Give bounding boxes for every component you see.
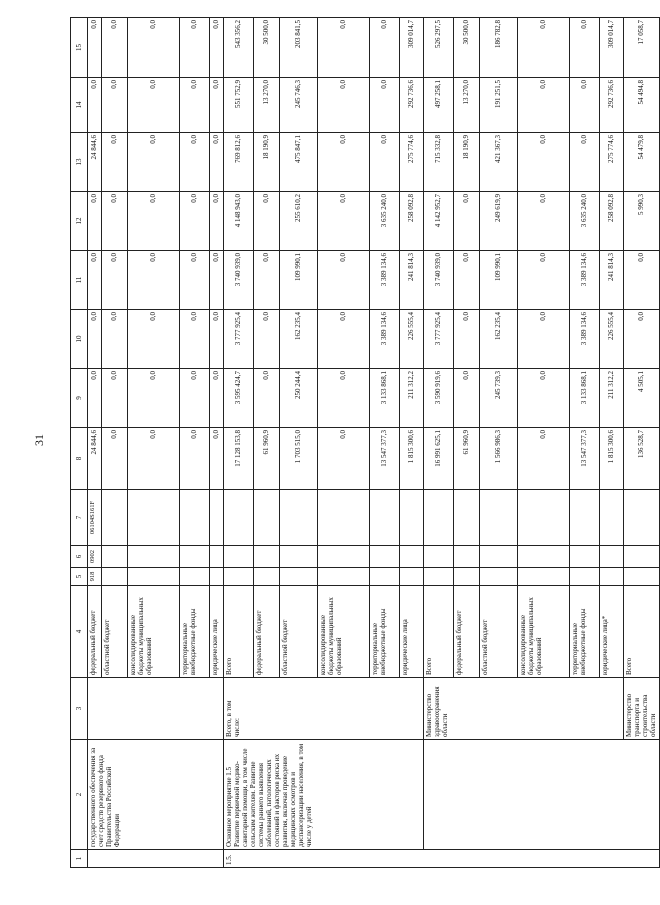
value-cell: 0,0 bbox=[180, 78, 210, 133]
value-cell: 769 812,6 bbox=[224, 133, 254, 192]
value-cell: 0,0 bbox=[88, 18, 102, 78]
empty-cell bbox=[128, 546, 180, 568]
empty-cell bbox=[600, 490, 624, 546]
empty-cell bbox=[128, 568, 180, 586]
value-cell: 4 148 943,0 bbox=[224, 192, 254, 251]
value-cell: 3 590 919,6 bbox=[424, 369, 454, 428]
empty-cell bbox=[280, 546, 318, 568]
value-cell: 0,0 bbox=[454, 369, 480, 428]
header-cell: 10 bbox=[71, 310, 88, 369]
value-cell: 245 746,3 bbox=[280, 78, 318, 133]
value-cell: 61 960,9 bbox=[454, 428, 480, 490]
column-number-header bbox=[71, 18, 88, 868]
source-cell: юридические лица* bbox=[600, 586, 624, 678]
activity-name-cont bbox=[424, 740, 660, 850]
value-cell: 30 500,0 bbox=[254, 18, 280, 78]
empty-cell bbox=[224, 568, 254, 586]
source-cell: Всего bbox=[624, 586, 660, 678]
value-cell: 0,0 bbox=[518, 428, 570, 490]
source-cell: территориальные внебюджетные фонды bbox=[570, 586, 600, 678]
source-cell: юридические лица bbox=[400, 586, 424, 678]
value-cell: 54 479,8 bbox=[624, 133, 660, 192]
table-row bbox=[88, 18, 102, 868]
empty-cell bbox=[254, 490, 280, 546]
value-cell: 0,0 bbox=[518, 133, 570, 192]
empty-cell bbox=[480, 568, 518, 586]
value-cell: 0,0 bbox=[318, 251, 370, 310]
value-cell: 0,0 bbox=[102, 369, 128, 428]
empty-cell bbox=[254, 546, 280, 568]
section-code: 0902 bbox=[88, 546, 102, 568]
value-cell: 309 014,7 bbox=[400, 18, 424, 78]
empty-cell bbox=[210, 568, 224, 586]
value-cell: 0,0 bbox=[210, 133, 224, 192]
empty-cell bbox=[454, 490, 480, 546]
empty-cell bbox=[570, 490, 600, 546]
value-cell: 0,0 bbox=[128, 18, 180, 78]
value-cell: 255 610,2 bbox=[280, 192, 318, 251]
value-cell: 0,0 bbox=[254, 251, 280, 310]
value-cell: 0,0 bbox=[370, 18, 400, 78]
source-cell: территориальные внебюджетные фонды bbox=[370, 586, 400, 678]
executor-cell: Всего, в том числе: bbox=[224, 678, 424, 740]
value-cell: 3 389 134,6 bbox=[570, 251, 600, 310]
value-cell: 3 389 134,6 bbox=[370, 251, 400, 310]
value-cell: 258 092,8 bbox=[600, 192, 624, 251]
value-cell: 292 736,6 bbox=[600, 78, 624, 133]
source-cell: областной бюджет bbox=[102, 586, 128, 678]
empty-cell bbox=[318, 546, 370, 568]
value-cell: 0,0 bbox=[180, 18, 210, 78]
header-cell: 3 bbox=[71, 678, 88, 740]
value-cell: 3 595 424,7 bbox=[224, 369, 254, 428]
value-cell: 543 356,2 bbox=[224, 18, 254, 78]
empty-cell bbox=[102, 546, 128, 568]
executor-cell: Министерство транспорта и строительства области bbox=[624, 678, 660, 740]
header-cell: 12 bbox=[71, 192, 88, 251]
value-cell: 0,0 bbox=[210, 369, 224, 428]
header-cell: 6 bbox=[71, 546, 88, 568]
activity-name: государственного обеспечения за счет средств резервного фонда Правительства Российской Федерации bbox=[88, 740, 224, 850]
value-cell: 162 235,4 bbox=[280, 310, 318, 369]
value-cell: 0,0 bbox=[88, 251, 102, 310]
value-cell: 226 555,4 bbox=[600, 310, 624, 369]
value-cell: 3 133 868,1 bbox=[370, 369, 400, 428]
value-cell: 54 494,8 bbox=[624, 78, 660, 133]
value-cell: 0,0 bbox=[180, 251, 210, 310]
empty-cell bbox=[280, 568, 318, 586]
value-cell: 3 389 134,6 bbox=[370, 310, 400, 369]
value-cell: 0,0 bbox=[570, 78, 600, 133]
source-cell: консолидированные бюджеты муниципальных образований bbox=[128, 586, 180, 678]
value-cell: 0,0 bbox=[318, 428, 370, 490]
value-cell: 1 815 300,6 bbox=[400, 428, 424, 490]
empty-cell bbox=[224, 490, 254, 546]
value-cell: 0,0 bbox=[518, 192, 570, 251]
value-cell: 211 312,2 bbox=[400, 369, 424, 428]
empty-cell bbox=[224, 546, 254, 568]
value-cell: 551 752,9 bbox=[224, 78, 254, 133]
page-number: 31 bbox=[32, 434, 46, 446]
value-cell: 30 500,0 bbox=[454, 18, 480, 78]
header-cell: 15 bbox=[71, 18, 88, 78]
empty-cell bbox=[570, 546, 600, 568]
value-cell: 309 014,7 bbox=[600, 18, 624, 78]
value-cell: 0,0 bbox=[128, 428, 180, 490]
empty-cell bbox=[480, 490, 518, 546]
value-cell: 0,0 bbox=[128, 251, 180, 310]
value-cell: 0,0 bbox=[180, 133, 210, 192]
value-cell: 0,0 bbox=[318, 369, 370, 428]
value-cell: 0,0 bbox=[88, 192, 102, 251]
header-cell: 4 bbox=[71, 586, 88, 678]
header-cell: 13 bbox=[71, 133, 88, 192]
source-cell: территориальные внебюджетные фонды bbox=[180, 586, 210, 678]
empty-cell bbox=[624, 568, 660, 586]
source-cell: областной бюджет bbox=[280, 586, 318, 678]
value-cell: 0,0 bbox=[180, 310, 210, 369]
value-cell: 526 297,5 bbox=[424, 18, 454, 78]
value-cell: 0,0 bbox=[318, 18, 370, 78]
value-cell: 24 844,6 bbox=[88, 133, 102, 192]
funding-table bbox=[70, 17, 660, 868]
empty-cell bbox=[624, 546, 660, 568]
value-cell: 241 814,3 bbox=[400, 251, 424, 310]
empty-cell bbox=[424, 568, 454, 586]
table-row bbox=[424, 18, 454, 868]
executor-cell bbox=[88, 678, 224, 740]
value-cell: 13 547 377,3 bbox=[370, 428, 400, 490]
value-cell: 0,0 bbox=[88, 78, 102, 133]
value-cell: 250 244,4 bbox=[280, 369, 318, 428]
value-cell: 16 991 625,1 bbox=[424, 428, 454, 490]
source-cell: консолидированные бюджеты муниципальных образований bbox=[318, 586, 370, 678]
value-cell: 0,0 bbox=[88, 369, 102, 428]
value-cell: 109 990,1 bbox=[280, 251, 318, 310]
value-cell: 3 740 939,0 bbox=[224, 251, 254, 310]
value-cell: 0,0 bbox=[370, 78, 400, 133]
value-cell: 0,0 bbox=[318, 133, 370, 192]
value-cell: 3 635 240,0 bbox=[570, 192, 600, 251]
grbs-code: 918 bbox=[88, 568, 102, 586]
value-cell: 1 566 986,3 bbox=[480, 428, 518, 490]
value-cell: 0,0 bbox=[370, 133, 400, 192]
executor-cell: Министерство здравоохранения области bbox=[424, 678, 624, 740]
value-cell: 0,0 bbox=[180, 192, 210, 251]
value-cell: 226 555,4 bbox=[400, 310, 424, 369]
value-cell: 249 619,9 bbox=[480, 192, 518, 251]
value-cell: 0,0 bbox=[210, 310, 224, 369]
value-cell: 4 142 952,7 bbox=[424, 192, 454, 251]
empty-cell bbox=[210, 546, 224, 568]
empty-cell bbox=[180, 568, 210, 586]
value-cell: 3 133 868,1 bbox=[570, 369, 600, 428]
value-cell: 18 190,9 bbox=[454, 133, 480, 192]
value-cell: 0,0 bbox=[210, 251, 224, 310]
empty-cell bbox=[370, 546, 400, 568]
value-cell: 1 703 515,0 bbox=[280, 428, 318, 490]
empty-cell bbox=[518, 568, 570, 586]
value-cell: 3 635 240,0 bbox=[370, 192, 400, 251]
value-cell: 211 312,2 bbox=[600, 369, 624, 428]
value-cell: 0,0 bbox=[102, 310, 128, 369]
empty-cell bbox=[518, 546, 570, 568]
empty-cell bbox=[454, 546, 480, 568]
value-cell: 0,0 bbox=[518, 18, 570, 78]
empty-cell bbox=[370, 568, 400, 586]
value-cell: 13 547 377,3 bbox=[570, 428, 600, 490]
value-cell: 0,0 bbox=[102, 251, 128, 310]
empty-cell bbox=[600, 546, 624, 568]
value-cell: 0,0 bbox=[102, 192, 128, 251]
header-cell: 5 bbox=[71, 568, 88, 586]
value-cell: 0,0 bbox=[318, 78, 370, 133]
value-cell: 0,0 bbox=[570, 133, 600, 192]
value-cell: 292 736,6 bbox=[400, 78, 424, 133]
value-cell: 275 774,6 bbox=[400, 133, 424, 192]
source-cell: федеральный бюджет bbox=[254, 586, 280, 678]
empty-cell bbox=[102, 568, 128, 586]
empty-cell bbox=[600, 568, 624, 586]
value-cell: 136 528,7 bbox=[624, 428, 660, 490]
empty-cell bbox=[400, 546, 424, 568]
row-number-cell: 1.5. bbox=[224, 850, 660, 868]
value-cell: 13 270,0 bbox=[454, 78, 480, 133]
value-cell: 0,0 bbox=[518, 78, 570, 133]
target-article-code: 06104S161F bbox=[88, 490, 102, 546]
source-cell: Всего bbox=[424, 586, 454, 678]
activity-name: Основное мероприятие 1.5 Развитие первичной медико-санитарной помощи, в том числе сельским жителям. Развитие системы раннего выявления заболеваний, патологических состояний и факторов риска их развития, включая проведение медицинских осмотров и диспансеризации населения, в том числе у детей bbox=[224, 740, 424, 850]
value-cell: 0,0 bbox=[254, 192, 280, 251]
empty-cell bbox=[480, 546, 518, 568]
value-cell: 3 389 134,6 bbox=[570, 310, 600, 369]
value-cell: 0,0 bbox=[128, 192, 180, 251]
value-cell: 0,0 bbox=[128, 369, 180, 428]
value-cell: 24 844,6 bbox=[88, 428, 102, 490]
source-cell: областной бюджет bbox=[480, 586, 518, 678]
header-cell: 2 bbox=[71, 740, 88, 850]
value-cell: 0,0 bbox=[180, 369, 210, 428]
empty-cell bbox=[424, 490, 454, 546]
header-cell: 1 bbox=[71, 850, 88, 868]
source-cell: федеральный бюджет bbox=[454, 586, 480, 678]
table-row bbox=[224, 18, 254, 868]
value-cell: 162 235,4 bbox=[480, 310, 518, 369]
value-cell: 0,0 bbox=[128, 78, 180, 133]
value-cell: 0,0 bbox=[518, 310, 570, 369]
empty-cell bbox=[280, 490, 318, 546]
empty-cell bbox=[318, 568, 370, 586]
source-cell: юридические лица bbox=[210, 586, 224, 678]
value-cell: 0,0 bbox=[624, 310, 660, 369]
value-cell: 61 960,9 bbox=[254, 428, 280, 490]
value-cell: 4 505,1 bbox=[624, 369, 660, 428]
value-cell: 715 332,8 bbox=[424, 133, 454, 192]
value-cell: 186 782,8 bbox=[480, 18, 518, 78]
value-cell: 0,0 bbox=[210, 428, 224, 490]
value-cell: 0,0 bbox=[128, 133, 180, 192]
value-cell: 0,0 bbox=[624, 251, 660, 310]
value-cell: 0,0 bbox=[210, 18, 224, 78]
source-cell: Всего bbox=[224, 586, 254, 678]
value-cell: 0,0 bbox=[454, 310, 480, 369]
header-cell: 8 bbox=[71, 428, 88, 490]
value-cell: 241 814,3 bbox=[600, 251, 624, 310]
value-cell: 3 777 925,4 bbox=[224, 310, 254, 369]
value-cell: 0,0 bbox=[88, 310, 102, 369]
value-cell: 258 092,8 bbox=[400, 192, 424, 251]
value-cell: 13 270,0 bbox=[254, 78, 280, 133]
empty-cell bbox=[318, 490, 370, 546]
value-cell: 18 190,9 bbox=[254, 133, 280, 192]
value-cell: 1 815 300,6 bbox=[600, 428, 624, 490]
value-cell: 475 847,1 bbox=[280, 133, 318, 192]
header-cell: 14 bbox=[71, 78, 88, 133]
value-cell: 421 367,3 bbox=[480, 133, 518, 192]
empty-cell bbox=[180, 546, 210, 568]
value-cell: 0,0 bbox=[102, 428, 128, 490]
empty-cell bbox=[254, 568, 280, 586]
value-cell: 0,0 bbox=[254, 369, 280, 428]
value-cell: 275 774,6 bbox=[600, 133, 624, 192]
value-cell: 0,0 bbox=[570, 18, 600, 78]
empty-cell bbox=[102, 490, 128, 546]
value-cell: 0,0 bbox=[180, 428, 210, 490]
header-cell: 9 bbox=[71, 369, 88, 428]
empty-cell bbox=[210, 490, 224, 546]
empty-cell bbox=[454, 568, 480, 586]
value-cell: 203 841,5 bbox=[280, 18, 318, 78]
empty-cell bbox=[400, 568, 424, 586]
value-cell: 191 251,5 bbox=[480, 78, 518, 133]
value-cell: 0,0 bbox=[454, 251, 480, 310]
empty-cell bbox=[624, 490, 660, 546]
value-cell: 0,0 bbox=[210, 192, 224, 251]
value-cell: 0,0 bbox=[210, 78, 224, 133]
source-cell: федеральный бюджет bbox=[88, 586, 102, 678]
value-cell: 0,0 bbox=[102, 18, 128, 78]
value-cell: 0,0 bbox=[254, 310, 280, 369]
empty-cell bbox=[180, 490, 210, 546]
value-cell: 0,0 bbox=[518, 369, 570, 428]
source-cell: консолидированные бюджеты муниципальных образований bbox=[518, 586, 570, 678]
value-cell: 0,0 bbox=[454, 192, 480, 251]
value-cell: 0,0 bbox=[128, 310, 180, 369]
header-cell: 11 bbox=[71, 251, 88, 310]
value-cell: 0,0 bbox=[102, 133, 128, 192]
value-cell: 3 777 925,4 bbox=[424, 310, 454, 369]
value-cell: 0,0 bbox=[518, 251, 570, 310]
empty-cell bbox=[400, 490, 424, 546]
empty-cell bbox=[370, 490, 400, 546]
empty-cell bbox=[570, 568, 600, 586]
empty-cell bbox=[518, 490, 570, 546]
empty-cell bbox=[128, 490, 180, 546]
value-cell: 109 990,1 bbox=[480, 251, 518, 310]
header-cell: 7 bbox=[71, 490, 88, 546]
row-number-cell bbox=[88, 850, 224, 868]
value-cell: 0,0 bbox=[318, 192, 370, 251]
value-cell: 0,0 bbox=[102, 78, 128, 133]
value-cell: 497 258,1 bbox=[424, 78, 454, 133]
value-cell: 5 990,3 bbox=[624, 192, 660, 251]
value-cell: 0,0 bbox=[318, 310, 370, 369]
value-cell: 17 058,7 bbox=[624, 18, 660, 78]
rotated-table-container bbox=[70, 18, 658, 868]
value-cell: 17 128 153,8 bbox=[224, 428, 254, 490]
value-cell: 245 739,3 bbox=[480, 369, 518, 428]
empty-cell bbox=[424, 546, 454, 568]
value-cell: 3 740 939,0 bbox=[424, 251, 454, 310]
